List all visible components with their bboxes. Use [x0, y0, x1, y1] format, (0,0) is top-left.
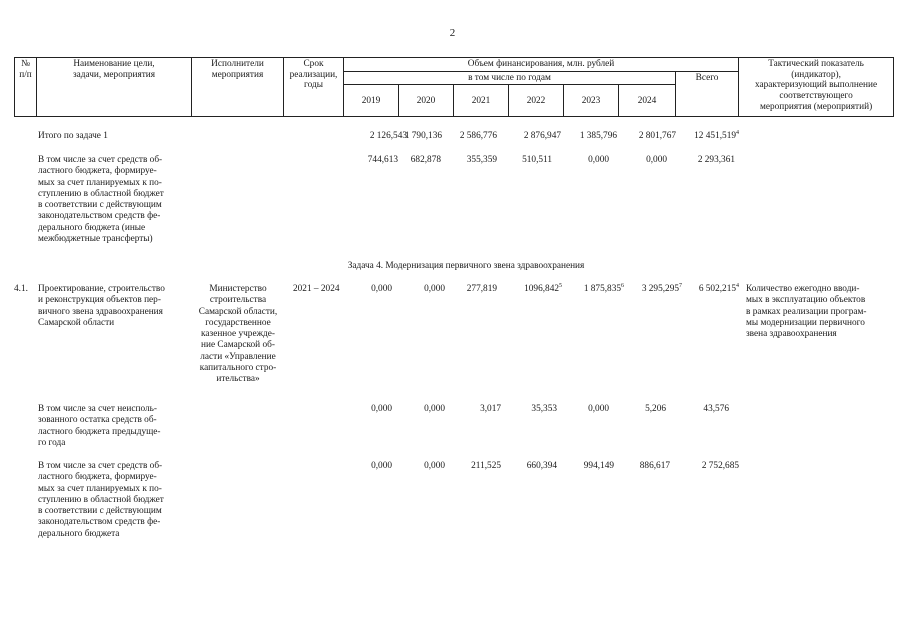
regional-value: 510,511 — [522, 155, 552, 165]
task4-title: Задача 4. Модернизация первичного звена здравоохранения — [347, 261, 585, 271]
item41-value: 1096,842$^5$ — [524, 283, 562, 294]
item41-indicator: Количество ежегодно вводи- мых в эксплуатацию объектов в рамках реализации програм- мы модернизации первичного звена здравоохранения — [746, 284, 867, 340]
header-num: № п/п — [15, 58, 37, 117]
item41-name: Проектирование, строительство и реконструкция объектов пер- вичного звена здравоохранения Самарской области — [38, 284, 165, 328]
itogo-value: 2 801,767 — [638, 131, 676, 141]
federal-total: 2 752,685 — [701, 461, 739, 471]
header-by-years: в том числе по годам — [344, 71, 676, 85]
header-name: Наименование цели, задачи, мероприятия — [37, 58, 192, 117]
unused-value: 3,017 — [480, 404, 501, 414]
federal-value: 0,000 — [424, 461, 445, 471]
item41-executors: Министерство строительства Самарской области, государственное казенное учрежде- ние Самарской об- ласти «Управление капитального стро- ительства» — [198, 284, 278, 385]
item41-value: 277,819 — [466, 284, 497, 294]
itogo-value: 2 876,947 — [523, 131, 561, 141]
unused-value: 35,353 — [531, 404, 557, 414]
item41-term: 2021 – 2024 — [293, 284, 340, 294]
unused-value: 5,206 — [645, 404, 666, 414]
itogo-value: 2 126,543 — [369, 131, 407, 141]
unused-value: 0,000 — [588, 404, 609, 414]
header-year: 2020 — [399, 85, 454, 117]
federal-value: 994,149 — [583, 461, 614, 471]
itogo-value: 1 790,136 — [404, 131, 442, 141]
itogo-value: 2 586,776 — [459, 131, 497, 141]
item41-value: 0,000 — [371, 284, 392, 294]
header-total: Всего — [676, 71, 739, 117]
unused-value: 0,000 — [424, 404, 445, 414]
header-indicator: Тактический показатель (индикатор), характеризующий выполнение соответствующего мероприятия (мероприятий) — [739, 58, 894, 117]
unused-value: 0,000 — [371, 404, 392, 414]
federal-value: 886,617 — [639, 461, 670, 471]
header-executors: Исполнители мероприятия — [192, 58, 284, 117]
itogo-total: 12 451,519$^4$ — [694, 130, 739, 141]
item41-value: 1 875,835$^6$ — [583, 283, 624, 294]
regional-value: 0,000 — [646, 155, 667, 165]
header-year: 2024 — [619, 85, 676, 117]
item41-value: 0,000 — [424, 284, 445, 294]
page-number: 2 — [449, 27, 456, 39]
header-term: Срок реализации, годы — [284, 58, 344, 117]
federal-value: 211,525 — [471, 461, 501, 471]
federal-value: 0,000 — [371, 461, 392, 471]
regional-value: 355,359 — [466, 155, 497, 165]
regional-value: 682,878 — [410, 155, 441, 165]
itogo-label: Итого по задаче 1 — [38, 131, 108, 141]
item41-value: 3 295,295$^7$ — [641, 283, 682, 294]
itogo-value: 1 385,796 — [579, 131, 617, 141]
header-year: 2021 — [454, 85, 509, 117]
item41-total: 6 502,215$^4$ — [698, 283, 739, 294]
federal-label: В том числе за счет средств об- ластного бюджета, формируе- мых за счет планируемых к по- ступлению в областной бюджет в соответствии с действующим законодательством средств фе- дерального бюджета — [38, 461, 164, 539]
unused-label: В том числе за счет неисполь- зованного остатка средств об- ластного бюджета предыдуще- го года — [38, 404, 161, 448]
federal-value: 660,394 — [526, 461, 557, 471]
regional-value: 744,613 — [367, 155, 398, 165]
table-header — [14, 57, 894, 117]
regional-label: В том числе за счет средств об- ластного бюджета, формируе- мых за счет планируемых к по- ступлению в областной бюджет в соответствии с действующим законодательством средств фе- дерального бюджета (иные межбюджетные трансферты) — [38, 155, 164, 245]
regional-value: 0,000 — [588, 155, 609, 165]
header-year: 2023 — [564, 85, 619, 117]
header-year: 2022 — [509, 85, 564, 117]
header-funding: Объем финансирования, млн. рублей — [344, 58, 739, 72]
item41-num: 4.1. — [14, 284, 28, 294]
regional-total: 2 293,361 — [697, 155, 735, 165]
header-year: 2019 — [344, 85, 399, 117]
unused-total: 43,576 — [703, 404, 729, 414]
